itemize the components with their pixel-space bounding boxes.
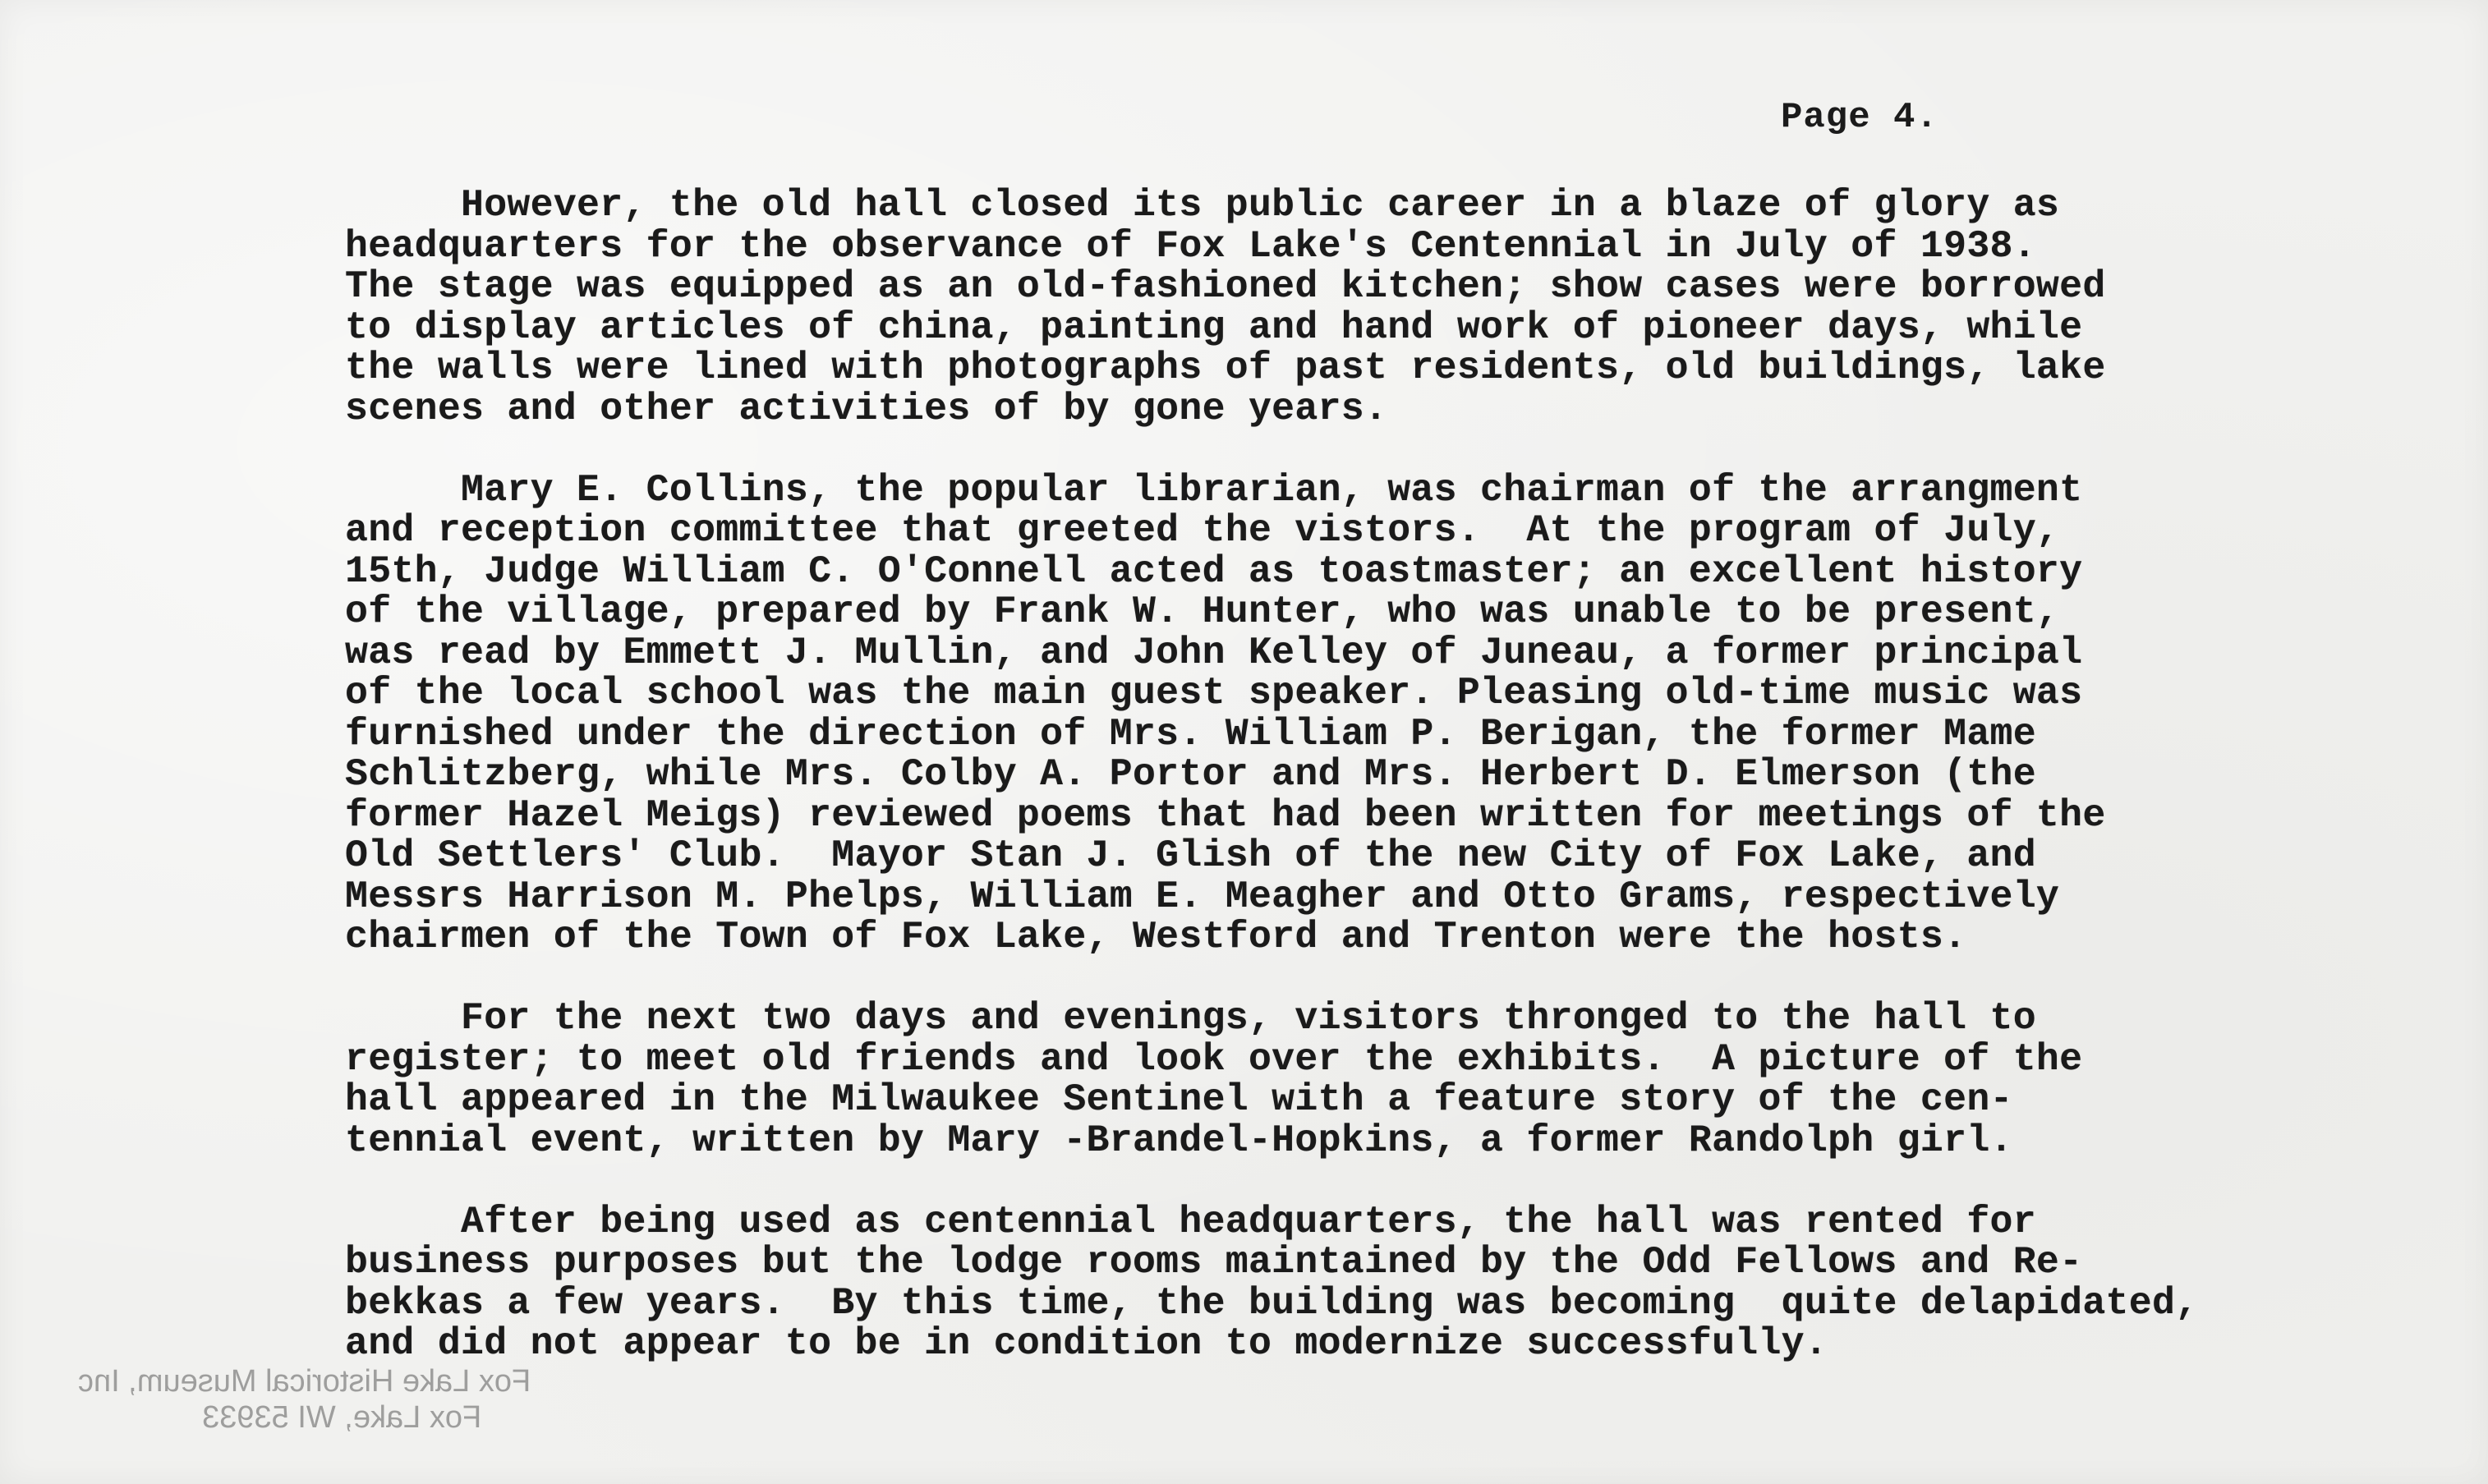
text-line: For the next two days and evenings, visitors thronged to the hall to — [345, 996, 2036, 1040]
text-line: of the local school was the main guest speaker. Pleasing old-time music was — [345, 671, 2083, 714]
text-line: and reception committee that greeted the vistors. At the program of July, — [345, 508, 2060, 552]
text-line: was read by Emmett J. Mullin, and John Kelley of Juneau, a former principal — [345, 630, 2083, 674]
text-line: Mary E. Collins, the popular librarian, was chairman of the arrangment — [345, 467, 2083, 512]
museum-stamp — [78, 1363, 531, 1436]
page-number: Page 4. — [1781, 97, 1938, 138]
text-line: The stage was equipped as an old-fashioned kitchen; show cases were borrowed — [345, 264, 2106, 308]
text-line: tennial event, written by Mary -Brandel-Hopkins, a former Randolph girl. — [345, 1118, 2013, 1162]
text-line: furnished under the direction of Mrs. William P. Berigan, the former Mame — [345, 711, 2036, 756]
text-line: of the village, prepared by Frank W. Hunter, who was unable to be present, — [345, 590, 2060, 633]
text-line: former Hazel Meigs) reviewed poems that had been written for meetings of the — [345, 793, 2106, 837]
stamp-line-2: Fox Lake, WI 53933 — [202, 1400, 482, 1435]
text-line: hall appeared in the Milwaukee Sentinel with a feature story of the cen- — [345, 1077, 2013, 1121]
paragraph-2 — [345, 467, 2333, 958]
document-body — [345, 185, 2333, 1404]
text-line: Old Settlers' Club. Mayor Stan J. Glish of the new City of Fox Lake, and — [345, 834, 2036, 877]
text-line: the walls were lined with photographs of past residents, old buildings, lake — [345, 346, 2106, 389]
text-line: 15th, Judge William C. O'Connell acted as toastmaster; an excellent history — [345, 549, 2083, 593]
text-line: register; to meet old friends and look over the exhibits. A picture of the — [345, 1036, 2083, 1081]
text-line: However, the old hall closed its public career in a blaze of glory as — [345, 183, 2060, 227]
text-line: headquarters for the observance of Fox Lake's Centennial in July of 1938. — [345, 223, 2036, 268]
text-line: business purposes but the lodge rooms maintained by the Odd Fellows and Re- — [345, 1240, 2083, 1284]
text-line: to display articles of china, painting and hand work of pioneer days, while — [345, 305, 2083, 349]
text-line: Schlitzberg, while Mrs. Colby A. Portor and Mrs. Herbert D. Elmerson (the — [345, 752, 2036, 796]
paragraph-3 — [345, 998, 2333, 1160]
text-line: bekkas a few years. By this time, the building was becoming quite delapidated, — [345, 1280, 2199, 1325]
text-line: After being used as centennial headquarters, the hall was rented for — [345, 1199, 2036, 1243]
text-line: Messrs Harrison M. Phelps, William E. Meagher and Otto Grams, respectively — [345, 874, 2060, 918]
text-line: chairmen of the Town of Fox Lake, Westford and Trenton were the hosts. — [345, 915, 1967, 958]
text-line: scenes and other activities of by gone years. — [345, 386, 1388, 430]
paragraph-1 — [345, 185, 2333, 429]
text-line: and did not appear to be in condition to modernize successfully. — [345, 1321, 1828, 1365]
paragraph-4 — [345, 1201, 2333, 1364]
stamp-line-1: Fox Lake Historical Museum, Inc — [78, 1364, 531, 1399]
